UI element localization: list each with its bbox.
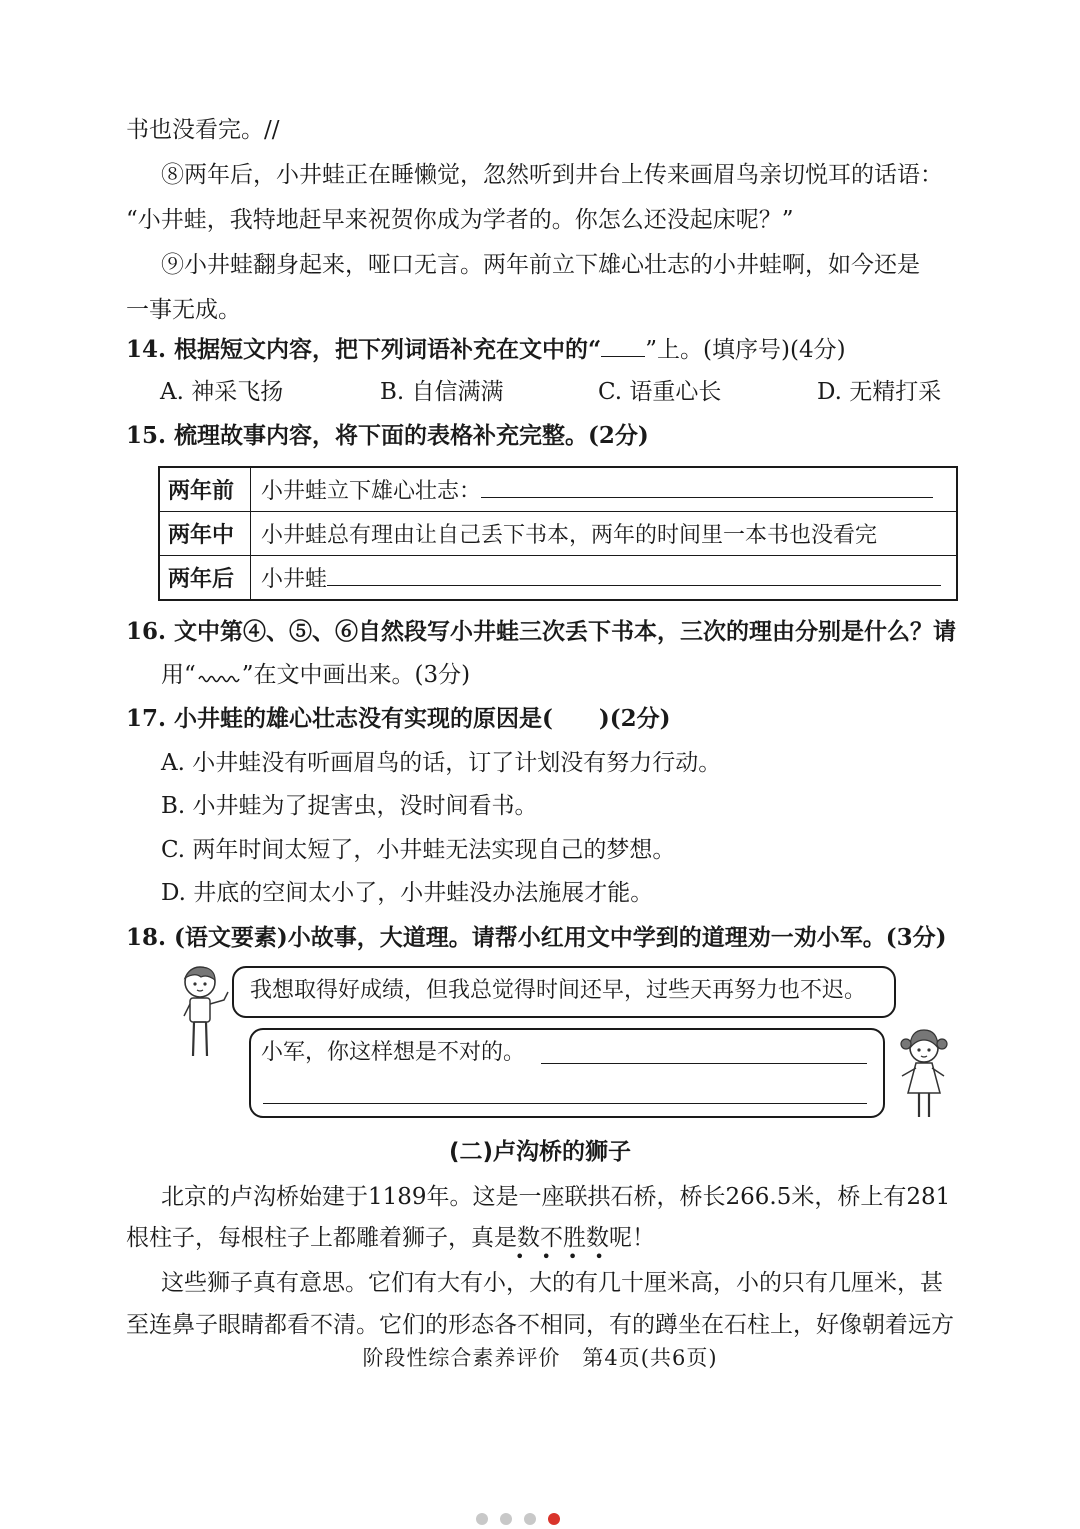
girl-speech-text: 小军，你这样想是不对的。: [261, 1040, 526, 1065]
paragraph-8-line2: “小井蛙，我特地赶早来祝贺你成为学者的。你怎么还没起床呢？”: [126, 207, 794, 233]
answer-blank[interactable]: [481, 477, 933, 498]
question-16-text-a: 用“: [161, 662, 196, 688]
page-dot[interactable]: [500, 1513, 512, 1525]
answer-line[interactable]: [541, 1063, 867, 1064]
question-16-line2: [161, 658, 470, 692]
page-indicator: [476, 1510, 572, 1529]
question-16-line1: 16. 文中第④、⑤、⑥自然段写小井蛙三次丢下书本，三次的理由分别是什么？请: [126, 618, 957, 645]
section2-p1-line2: 根柱子，每根柱子上都雕着狮子，真是数不胜数呢！: [126, 1225, 655, 1251]
page-footer: 阶段性综合素养评价 第4页(共6页): [362, 1346, 718, 1370]
wavy-line-icon: [197, 669, 241, 683]
section2-p2-line2: 至连鼻子眼睛都看不清。它们的形态各不相同，有的蹲坐在石柱上，好像朝着远方: [126, 1312, 954, 1338]
row-cell: [251, 467, 958, 512]
section2-p1-line1: 北京的卢沟桥始建于1189年。这是一座联拱石桥，桥长266.5米，桥上有281: [161, 1184, 951, 1210]
row-head: 两年后: [159, 556, 251, 601]
row-head: 两年前: [159, 467, 251, 512]
table-row: [159, 467, 957, 512]
question-14-text-a: 14. 根据短文内容，把下列词语补充在文中的“: [126, 336, 602, 363]
paragraph-8-line1: ⑧两年后，小井蛙正在睡懒觉，忽然听到井台上传来画眉鸟亲切悦耳的话语：: [161, 162, 943, 188]
question-14-stem: [126, 333, 846, 367]
question-14-options: [160, 374, 960, 410]
question-15-stem: 15. 梳理故事内容，将下面的表格补充完整。(2分): [126, 422, 649, 449]
row-cell: [251, 556, 958, 601]
question-17-stem: 17. 小井蛙的雄心壮志没有实现的原因是( )(2分): [126, 705, 671, 732]
section2-p2-line1: 这些狮子真有意思。它们有大有小，大的有几十厘米高，小的只有几厘米，甚: [161, 1270, 943, 1296]
question-16-text-b: ”在文中画出来。(3分): [241, 662, 471, 688]
option-b: B. 自信满满: [380, 379, 504, 405]
girl-figure-icon: [894, 1028, 952, 1122]
fill-blank-sample: [601, 336, 645, 357]
emphasis-dots: ••••: [515, 1247, 621, 1266]
q17-option-b: B. 小井蛙为了捉害虫，没时间看书。: [161, 793, 538, 819]
row-cell: 小井蛙总有理由让自己丢下书本，两年的时间里一本书也没看完: [251, 512, 958, 556]
option-d: D. 无精打采: [817, 379, 942, 405]
question-14-text-b: ”上。(填序号)(4分): [645, 337, 846, 363]
page-dot[interactable]: [476, 1513, 488, 1525]
answer-line[interactable]: [263, 1103, 867, 1104]
boy-figure-icon: [176, 962, 234, 1060]
option-a: A. 神采飞扬: [160, 379, 284, 405]
row-head: 两年中: [159, 512, 251, 556]
option-c: C. 语重心长: [598, 379, 722, 405]
speech-bubble-girl: [249, 1028, 885, 1118]
page-dot-active[interactable]: [548, 1513, 560, 1525]
story-table: [158, 466, 958, 601]
q17-option-d: D. 井底的空间太小了，小井蛙没办法施展才能。: [161, 880, 654, 906]
page-dot[interactable]: [524, 1513, 536, 1525]
answer-blank[interactable]: [327, 565, 941, 586]
paragraph-9-line1: ⑨小井蛙翻身起来，哑口无言。两年前立下雄心壮志的小井蛙啊，如今还是: [161, 252, 920, 278]
q17-option-c: C. 两年时间太短了，小井蛙无法实现自己的梦想。: [161, 837, 676, 863]
row-text: 小井蛙立下雄心壮志：: [261, 479, 482, 504]
row-text: 小井蛙: [261, 567, 328, 592]
table-row: [159, 512, 957, 556]
speech-bubble-boy: [232, 966, 896, 1018]
passage-line: 书也没看完。//: [126, 117, 280, 143]
section-title: (二)卢沟桥的狮子: [448, 1139, 632, 1165]
boy-speech-text: 我想取得好成绩，但我总觉得时间还早，过些天再努力也不迟。: [250, 978, 867, 1003]
paragraph-9-line2: 一事无成。: [126, 297, 241, 323]
table-row: [159, 556, 957, 601]
question-18-stem: 18. (语文要素)小故事，大道理。请帮小红用文中学到的道理劝一劝小军。(3分): [126, 924, 947, 951]
q17-option-a: A. 小井蛙没有听画眉鸟的话，订了计划没有努力行动。: [161, 750, 722, 776]
